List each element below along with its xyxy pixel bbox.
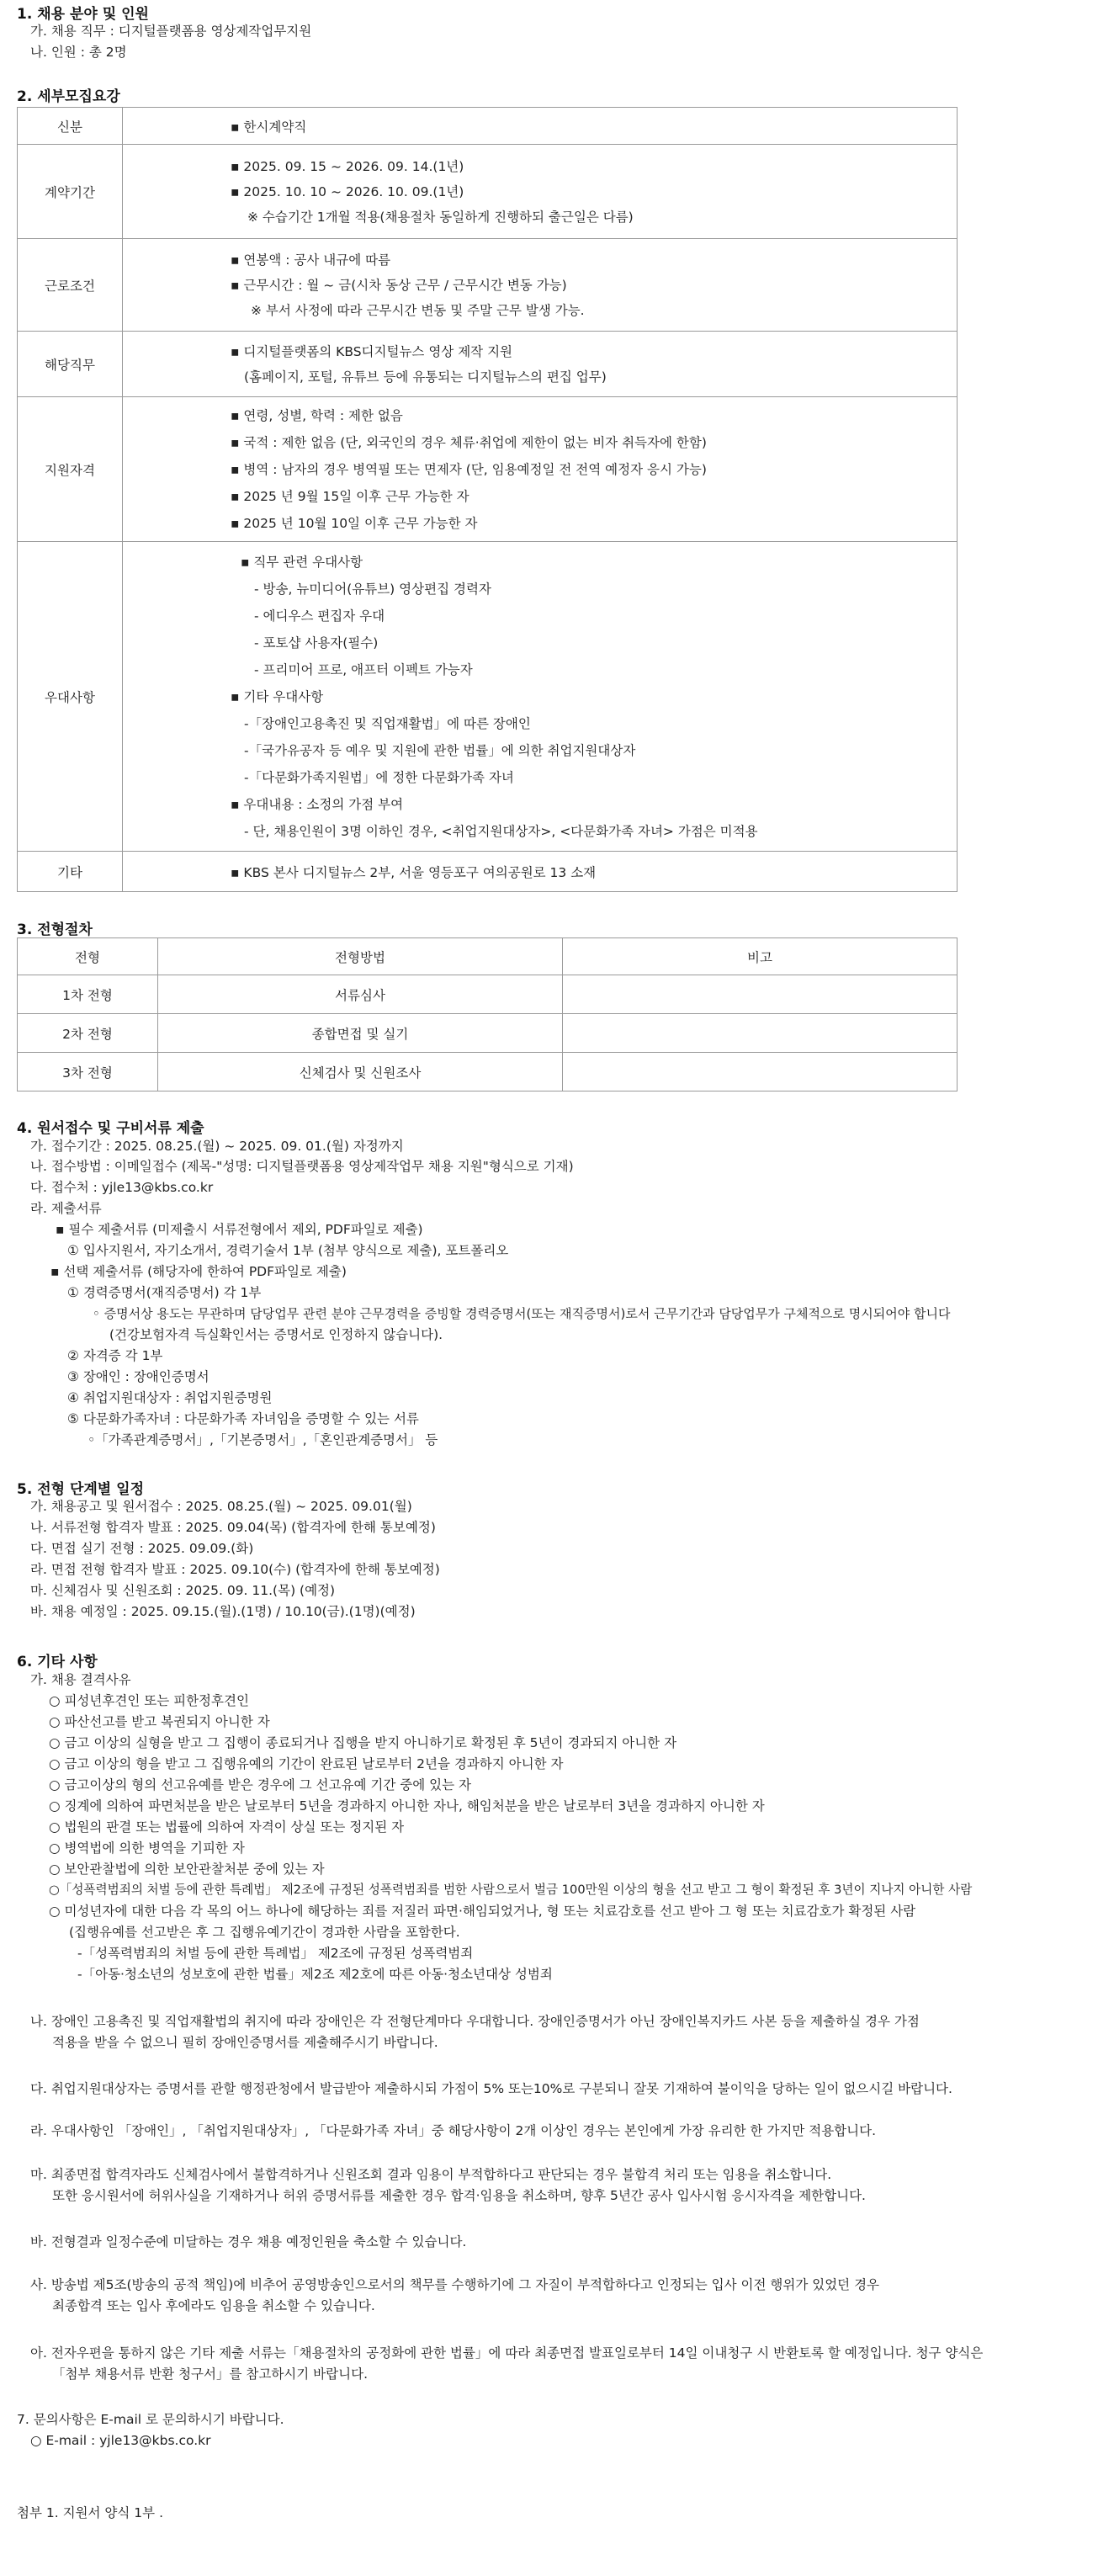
header-method: 전형방법 bbox=[158, 938, 563, 975]
disqualification-item: (집행유예를 선고받은 후 그 집행유예기간이 경과한 사람을 포함한다. bbox=[69, 1925, 460, 1940]
contract-line-1: ▪ 2025. 09. 15 ~ 2026. 09. 14.(1년) bbox=[231, 158, 464, 174]
row-content-preferences bbox=[123, 542, 958, 852]
sec4-line-7: ▪ 선택 제출서류 (해당자에 한하여 PDF파일로 제출) bbox=[50, 1264, 347, 1279]
disqualification-item: -「아동·청소년의 성보호에 관한 법률」제2조 제2호에 따른 아동·청소년대상 성범죄 bbox=[77, 1967, 553, 1982]
sec6-para-na-2: 적용을 받을 수 없으니 필히 장애인증명서를 제출해주시기 바랍니다. bbox=[52, 2035, 438, 2050]
section-2-title: 2. 세부모집요강 bbox=[17, 88, 120, 105]
sec4-line-1: 가. 접수기간 : 2025. 08.25.(월) ~ 2025. 09. 01.(월) 자정까지 bbox=[30, 1139, 404, 1154]
remarks-cell bbox=[563, 1053, 958, 1091]
sec4-line-14: ⑤ 다문화가족자녀 : 다문화가족 자녀임을 증명할 수 있는 서류 bbox=[67, 1411, 419, 1426]
row-content-contract bbox=[123, 145, 958, 239]
pref-line-6: ▪ 기타 우대사항 bbox=[231, 688, 324, 704]
status-line: ▪ 한시계약직 bbox=[231, 119, 307, 135]
pref-line-10: ▪ 우대내용 : 소정의 가점 부여 bbox=[231, 796, 404, 812]
qual-line-4: ▪ 2025 년 9월 15일 이후 근무 가능한 자 bbox=[231, 488, 469, 504]
sec6-para-ra: 라. 우대사항인 「장애인」, 「취업지원대상자」, 「다문화가족 자녀」중 해당사항이 2개 이상인 경우는 본인에게 가장 유리한 한 가지만 적용합니다. bbox=[30, 2123, 877, 2138]
pref-line-9: -「다문화가족지원법」에 정한 다문화가족 자녀 bbox=[244, 769, 514, 785]
pref-line-5: - 프리미어 프로, 애프터 이펙트 가능자 bbox=[254, 661, 473, 677]
pref-line-1: ▪ 직무 관련 우대사항 bbox=[241, 554, 363, 570]
attachment-note: 첨부 1. 지원서 양식 1부 . bbox=[17, 2505, 163, 2520]
sec7-line-1: 7. 문의사항은 E-mail 로 문의하시기 바랍니다. bbox=[17, 2412, 284, 2427]
qual-line-5: ▪ 2025 년 10월 10일 이후 근무 가능한 자 bbox=[231, 515, 478, 531]
method-cell: 신체검사 및 신원조사 bbox=[158, 1053, 563, 1091]
other-line: ▪ KBS 본사 디지털뉴스 2부, 서울 영등포구 여의공원로 13 소재 bbox=[231, 864, 597, 880]
sec6-para-da: 다. 취업지원대상자는 증명서를 관할 행정관청에서 발급받아 제출하시되 가점이 5% 또는10%로 구분되니 잘못 기재하여 불이익을 당하는 일이 없으시길 바랍니다. bbox=[30, 2081, 952, 2096]
qual-line-2: ▪ 국적 : 제한 없음 (단, 외국인의 경우 체류·취업에 제한이 없는 비자 취득자에 한함) bbox=[231, 434, 707, 450]
pref-line-11: - 단, 채용인원이 3명 이하인 경우, <취업지원대상자>, <다문화가족 자녀> 가점은 미적용 bbox=[244, 823, 758, 839]
pref-line-8: -「국가유공자 등 예우 및 지원에 관한 법률」에 의한 취업지원대상자 bbox=[244, 742, 636, 758]
detail-requirements-table bbox=[17, 107, 958, 892]
row-label-conditions: 근로조건 bbox=[18, 239, 123, 332]
sec5-line-4: 라. 면접 전형 합격자 발표 : 2025. 09.10(수) (합격자에 한해 통보예정) bbox=[30, 1562, 440, 1577]
sec6-para-sa-1: 사. 방송법 제5조(방송의 공적 책임)에 비추어 공영방송인으로서의 책무를 수행하기에 그 자질이 부적합하다고 인정되는 입사 이전 행위가 있었던 경우 bbox=[30, 2277, 880, 2292]
stage-cell: 2차 전형 bbox=[18, 1014, 158, 1053]
contact-email[interactable]: ○ E-mail : yjle13@kbs.co.kr bbox=[30, 2433, 211, 2448]
sec4-line-15: ◦「가족관계증명서」,「기본증명서」,「혼인관계증명서」 등 bbox=[88, 1432, 438, 1447]
disqualification-item: ○「성폭력범죄의 처벌 등에 관한 특례법」 제2조에 규정된 성폭력범죄를 범한 사람으로서 벌금 100만원 이상의 형을 선고 받고 그 형이 확정된 후 3년이 지나지 아니한 사람 bbox=[49, 1883, 973, 1897]
sec5-line-5: 마. 신체검사 및 신원조회 : 2025. 09. 11.(목) (예정) bbox=[30, 1583, 336, 1598]
disqualification-item: ○ 법원의 판결 또는 법률에 의하여 자격이 상실 또는 정지된 자 bbox=[49, 1819, 405, 1835]
row-label-duty: 해당직무 bbox=[18, 332, 123, 397]
disqualification-item: ○ 보안관찰법에 의한 보안관찰처분 중에 있는 자 bbox=[49, 1862, 325, 1877]
sec4-line-6: ① 입사지원서, 자기소개서, 경력기술서 1부 (첨부 양식으로 제출), 포트폴리오 bbox=[67, 1243, 509, 1258]
row-content-status bbox=[123, 108, 958, 145]
row-content-conditions bbox=[123, 239, 958, 332]
sec5-line-6: 바. 채용 예정일 : 2025. 09.15.(월).(1명) / 10.10(금).(1명)(예정) bbox=[30, 1604, 416, 1619]
table-row bbox=[18, 975, 958, 1014]
sec4-line-12: ③ 장애인 : 장애인증명서 bbox=[67, 1369, 210, 1384]
disqualification-item: ○ 금고이상의 형의 선고유예를 받은 경우에 그 선고유예 기간 중에 있는 자 bbox=[49, 1777, 471, 1793]
row-label-other: 기타 bbox=[18, 852, 123, 892]
section-4-title: 4. 원서접수 및 구비서류 제출 bbox=[17, 1120, 204, 1137]
sec1-line-2: 나. 인원 : 총 2명 bbox=[30, 45, 127, 60]
remarks-cell bbox=[563, 975, 958, 1014]
sec6-ga: 가. 채용 결격사유 bbox=[30, 1672, 131, 1687]
sec6-para-ba: 바. 전형결과 일정수준에 미달하는 경우 채용 예정인원을 축소할 수 있습니다. bbox=[30, 2234, 467, 2249]
sec4-line-8: ① 경력증명서(재직증명서) 각 1부 bbox=[67, 1285, 262, 1300]
stage-cell: 3차 전형 bbox=[18, 1053, 158, 1091]
sec1-line-1: 가. 채용 직무 : 디지털플랫폼용 영상제작업무지원 bbox=[30, 24, 312, 39]
sec4-line-3: 다. 접수처 : yjle13@kbs.co.kr bbox=[30, 1180, 214, 1195]
method-cell: 서류심사 bbox=[158, 975, 563, 1014]
remarks-cell bbox=[563, 1014, 958, 1053]
disqualification-item: ○ 금고 이상의 형을 받고 그 집행유예의 기간이 완료된 날로부터 2년을 경과하지 아니한 자 bbox=[49, 1756, 564, 1771]
row-label-contract: 계약기간 bbox=[18, 145, 123, 239]
sec6-para-a-2: 「첨부 채용서류 반환 청구서」를 참고하시기 바랍니다. bbox=[52, 2366, 368, 2382]
method-cell: 종합면접 및 실기 bbox=[158, 1014, 563, 1053]
disqualification-item: -「성폭력범죄의 처벌 등에 관한 특례법」 제2조에 규정된 성폭력범죄 bbox=[77, 1946, 474, 1961]
qual-line-3: ▪ 병역 : 남자의 경우 병역필 또는 면제자 (단, 임용예정일 전 전역 예정자 응시 가능) bbox=[231, 461, 707, 477]
row-content-duty bbox=[123, 332, 958, 397]
duty-line-1: ▪ 디지털플랫폼의 KBS디지털뉴스 영상 제작 지원 bbox=[231, 343, 513, 359]
sec5-line-1: 가. 채용공고 및 원서접수 : 2025. 08.25.(월) ~ 2025. 09.01(월) bbox=[30, 1499, 412, 1514]
sec5-line-2: 나. 서류전형 합격자 발표 : 2025. 09.04(목) (합격자에 한해 통보예정) bbox=[30, 1520, 436, 1535]
sec6-para-ma-1: 마. 최종면접 합격자라도 신체검사에서 불합격하거나 신원조회 결과 임용이 부적합하다고 판단되는 경우 불합격 처리 또는 임용을 취소합니다. bbox=[30, 2167, 832, 2182]
pref-line-2: - 방송, 뉴미디어(유튜브) 영상편집 경력자 bbox=[254, 581, 491, 597]
pref-line-7: -「장애인고용촉진 및 직업재활법」에 따른 장애인 bbox=[244, 715, 531, 731]
contract-line-3: ※ 수습기간 1개월 적용(채용절차 동일하게 진행하되 출근일은 다름) bbox=[247, 209, 634, 225]
disqualification-item: ○ 파산선고를 받고 복권되지 아니한 자 bbox=[49, 1714, 270, 1729]
sec5-line-3: 다. 면접 실기 전형 : 2025. 09.09.(화) bbox=[30, 1541, 254, 1556]
disqualification-item: ○ 금고 이상의 실형을 받고 그 집행이 종료되거나 집행을 받지 아니하기로 확정된 후 5년이 경과되지 아니한 자 bbox=[49, 1735, 677, 1750]
section-6-title: 6. 기타 사항 bbox=[17, 1654, 98, 1670]
sec4-line-2: 나. 접수방법 : 이메일접수 (제목-"성명: 디지털플랫폼용 영상제작업무 채용 지원"형식으로 기재) bbox=[30, 1159, 574, 1174]
stage-cell: 1차 전형 bbox=[18, 975, 158, 1014]
section-5-title: 5. 전형 단계별 일정 bbox=[17, 1481, 144, 1498]
table-row bbox=[18, 1014, 958, 1053]
duty-line-2: (홈페이지, 포털, 유튜브 등에 유통되는 디지털뉴스의 편집 업무) bbox=[244, 369, 607, 385]
sec4-line-10: (건강보험자격 득실확인서는 증명서로 인정하지 않습니다). bbox=[109, 1327, 443, 1342]
row-label-status: 신분 bbox=[18, 108, 123, 145]
selection-process-table bbox=[17, 937, 958, 1091]
sec6-para-a-1: 아. 전자우편을 통하지 않은 기타 제출 서류는「채용절차의 공정화에 관한 법률」에 따라 최종면접 발표일로부터 14일 이내청구 시 반환토록 할 예정입니다. 청구 양식은 bbox=[30, 2345, 984, 2361]
sec4-line-5: ▪ 필수 제출서류 (미제출시 서류전형에서 제외, PDF파일로 제출) bbox=[56, 1222, 423, 1237]
disqualification-item: ○ 미성년자에 대한 다음 각 목의 어느 하나에 해당하는 죄를 저질러 파면·해임되었거나, 형 또는 치료감호를 선고 받아 그 형 또는 치료감호가 확정된 사람 bbox=[49, 1904, 916, 1919]
disqualification-item: ○ 병역법에 의한 병역을 기피한 자 bbox=[49, 1840, 245, 1856]
sec4-line-4: 라. 제출서류 bbox=[30, 1201, 102, 1216]
row-label-qualifications: 지원자격 bbox=[18, 397, 123, 542]
row-content-other bbox=[123, 852, 958, 892]
conditions-line-2: ▪ 근무시간 : 월 ~ 금(시차 동상 근무 / 근무시간 변동 가능) bbox=[231, 277, 567, 293]
row-content-qualifications bbox=[123, 397, 958, 542]
sec6-para-na-1: 나. 장애인 고용촉진 및 직업재활법의 취지에 따라 장애인은 각 전형단계마다 우대합니다. 장애인증명서가 아닌 장애인복지카드 사본 등을 제출하실 경우 가점 bbox=[30, 2014, 920, 2029]
sec4-line-9: ◦ 증명서상 용도는 무관하며 담당업무 관련 분야 근무경력을 증빙할 경력증명서(또는 재직증명서)로서 근무기간과 담당업무가 구체적으로 명시되어야 합니다 bbox=[93, 1306, 951, 1321]
section-3-title: 3. 전형절차 bbox=[17, 922, 93, 938]
qual-line-1: ▪ 연령, 성별, 학력 : 제한 없음 bbox=[231, 407, 403, 423]
header-remarks: 비고 bbox=[563, 938, 958, 975]
sec4-line-13: ④ 취업지원대상자 : 취업지원증명원 bbox=[67, 1390, 273, 1405]
conditions-line-3: ※ 부서 사정에 따라 근무시간 변동 및 주말 근무 발생 가능. bbox=[251, 302, 585, 318]
conditions-line-1: ▪ 연봉액 : 공사 내규에 따름 bbox=[231, 252, 391, 268]
sec6-para-sa-2: 최종합격 또는 입사 후에라도 임용을 취소할 수 있습니다. bbox=[52, 2298, 375, 2313]
disqualification-item: ○ 피성년후견인 또는 피한정후견인 bbox=[49, 1693, 249, 1708]
section-1-title: 1. 채용 분야 및 인원 bbox=[17, 6, 149, 23]
sec6-para-ma-2: 또한 응시원서에 허위사실을 기재하거나 허위 증명서류를 제출한 경우 합격·임용을 취소하며, 향후 5년간 공사 입사시험 응시자격을 제한합니다. bbox=[52, 2188, 866, 2203]
table-row bbox=[18, 1053, 958, 1091]
header-stage: 전형 bbox=[18, 938, 158, 975]
contract-line-2: ▪ 2025. 10. 10 ~ 2026. 10. 09.(1년) bbox=[231, 183, 464, 199]
disqualification-item: ○ 징계에 의하여 파면처분을 받은 날로부터 5년을 경과하지 아니한 자나, 해임처분을 받은 날로부터 3년을 경과하지 아니한 자 bbox=[49, 1798, 765, 1814]
row-label-preferences: 우대사항 bbox=[18, 542, 123, 852]
pref-line-3: - 에디우스 편집자 우대 bbox=[254, 608, 385, 624]
sec4-line-11: ② 자격증 각 1부 bbox=[67, 1348, 163, 1363]
pref-line-4: - 포토샵 사용자(필수) bbox=[254, 635, 379, 651]
